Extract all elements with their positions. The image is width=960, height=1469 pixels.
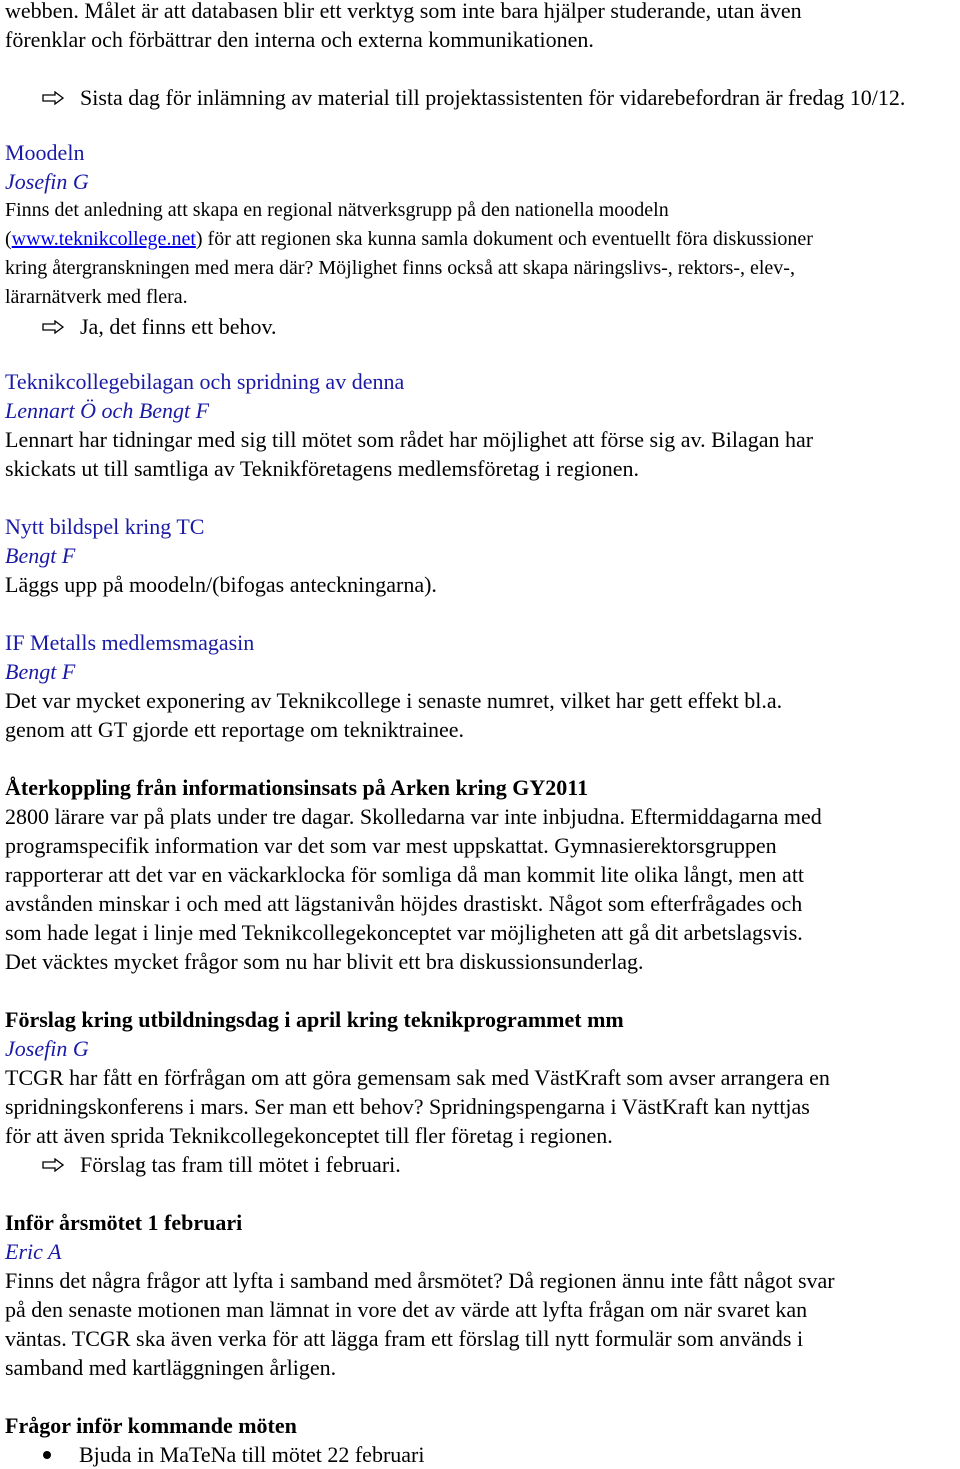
intro-line-2: förenklar och förbättrar den interna och externa kommunikationen. [5,27,594,52]
section-title-forslag: Förslag kring utbildningsdag i april kring teknikprogrammet mm [5,1007,624,1032]
arken-line-4: avstånden minskar i och med att lägstanivån höjdes drastiskt. Något som efterfrågades och [5,891,803,916]
moodle-line-1: Finns det anledning att skapa en regional nätverksgrupp på den nationella moodeln [5,199,669,221]
arken-line-5: som hade legat i linje med Teknikcollegekonceptet var möjligheten att gå dit arbetslagsvis. [5,920,803,945]
section-author-forslag: Josefin G [5,1036,89,1061]
arrow-right-icon [42,1158,64,1172]
section-title-arsmote: Inför årsmötet 1 februari [5,1210,243,1235]
section-title-bilaga: Teknikcollegebilagan och spridning av denna [5,369,405,394]
metall-line-1: Det var mycket exponering av Teknikcollege i senaste numret, vilket har gett effekt bl.a. [5,688,783,713]
document-page [5,0,960,1469]
bildspel-line-1: Läggs upp på moodeln/(bifogas anteckningarna). [5,572,437,597]
moodle-paren: ( [5,228,12,250]
metall-line-2: genom att GT gjorde ett reportage om tekniktrainee. [5,717,464,742]
arken-line-3: rapporterar att det var en väckarklocka för somliga då man kommit lite olika långt, men att [5,862,805,887]
moodle-line-4: lärarnätverk med flera. [5,286,188,308]
section-title-kommande: Frågor inför kommande möten [5,1413,297,1438]
arsmote-line-3: väntas. TCGR ska även verka för att lägga fram ett förslag till nytt formulär som används i [5,1326,804,1351]
arken-line-2: programspecifik information var det som var mest uppskattat. Gymnasierektorsgruppen [5,833,777,858]
kommande-bullet-text: Bjuda in MaTeNa till mötet 22 februari [79,1442,425,1467]
intro-arrow-text: Sista dag för inlämning av material till projektassistenten för vidarebefordran är fredag 10/12. [80,85,906,110]
teknikcollege-link[interactable]: www.teknikcollege.net [11,228,196,250]
moodle-line-2-rest: ) för att regionen ska kunna samla dokument och eventuellt föra diskussioner [195,228,813,250]
forslag-line-3: för att även sprida Teknikcollegekonceptet till fler företag i regionen. [5,1123,613,1148]
arsmote-line-2: på den senaste motionen man lämnat in vore det av värde att lyfta frågan om när svaret kan [5,1297,808,1322]
section-author-bilaga: Lennart Ö och Bengt F [5,398,210,423]
section-title-moodle: Moodeln [5,140,85,165]
arsmote-line-1: Finns det några frågor att lyfta i samband med årsmötet? Då regionen ännu inte fått något svar [5,1268,835,1293]
bullet-dot-icon [43,1451,51,1459]
moodle-arrow-text: Ja, det finns ett behov. [80,314,277,339]
arken-line-6: Det väcktes mycket frågor som nu har blivit ett bra diskussionsunderlag. [5,949,644,974]
bilaga-line-1: Lennart har tidningar med sig till mötet som rådet har möjlighet att förse sig av. Bilagan har [5,427,814,452]
section-title-metall: IF Metalls medlemsmagasin [5,630,255,655]
moodle-arrow-note [5,312,960,341]
forslag-arrow-note [5,1150,960,1179]
section-author-bildspel: Bengt F [5,543,76,568]
section-title-bildspel: Nytt bildspel kring TC [5,514,205,539]
section-author-moodle: Josefin G [5,169,89,194]
arsmote-line-4: samband med kartläggningen årligen. [5,1355,337,1380]
section-title-arken: Återkoppling från informationsinsats på Arken kring GY2011 [5,775,589,800]
intro-line-1: webben. Målet är att databasen blir ett verktyg som inte bara hjälper studerande, utan även [5,0,802,23]
arken-line-1: 2800 lärare var på plats under tre dagar. Skolledarna var inte inbjudna. Eftermiddagarna med [5,804,822,829]
kommande-bullet-item [5,1440,960,1469]
arrow-right-icon [42,320,64,334]
moodle-line-3: kring återgranskningen med mera där? Möjlighet finns också att skapa näringslivs-, rektors-, elev-, [5,257,795,279]
intro-arrow-note [5,83,960,112]
section-author-arsmote: Eric A [5,1239,62,1264]
forslag-line-2: spridningskonferens i mars. Ser man ett behov? Spridningspengarna i VästKraft kan nyttjas [5,1094,810,1119]
arrow-right-icon [42,91,64,105]
moodle-line-2 [5,225,960,254]
section-author-metall: Bengt F [5,659,76,684]
bilaga-line-2: skickats ut till samtliga av Teknikföretagens medlemsföretag i regionen. [5,456,640,481]
forslag-arrow-text: Förslag tas fram till mötet i februari. [80,1152,401,1177]
forslag-line-1: TCGR har fått en förfrågan om att göra gemensam sak med VästKraft som avser arrangera en [5,1065,830,1090]
